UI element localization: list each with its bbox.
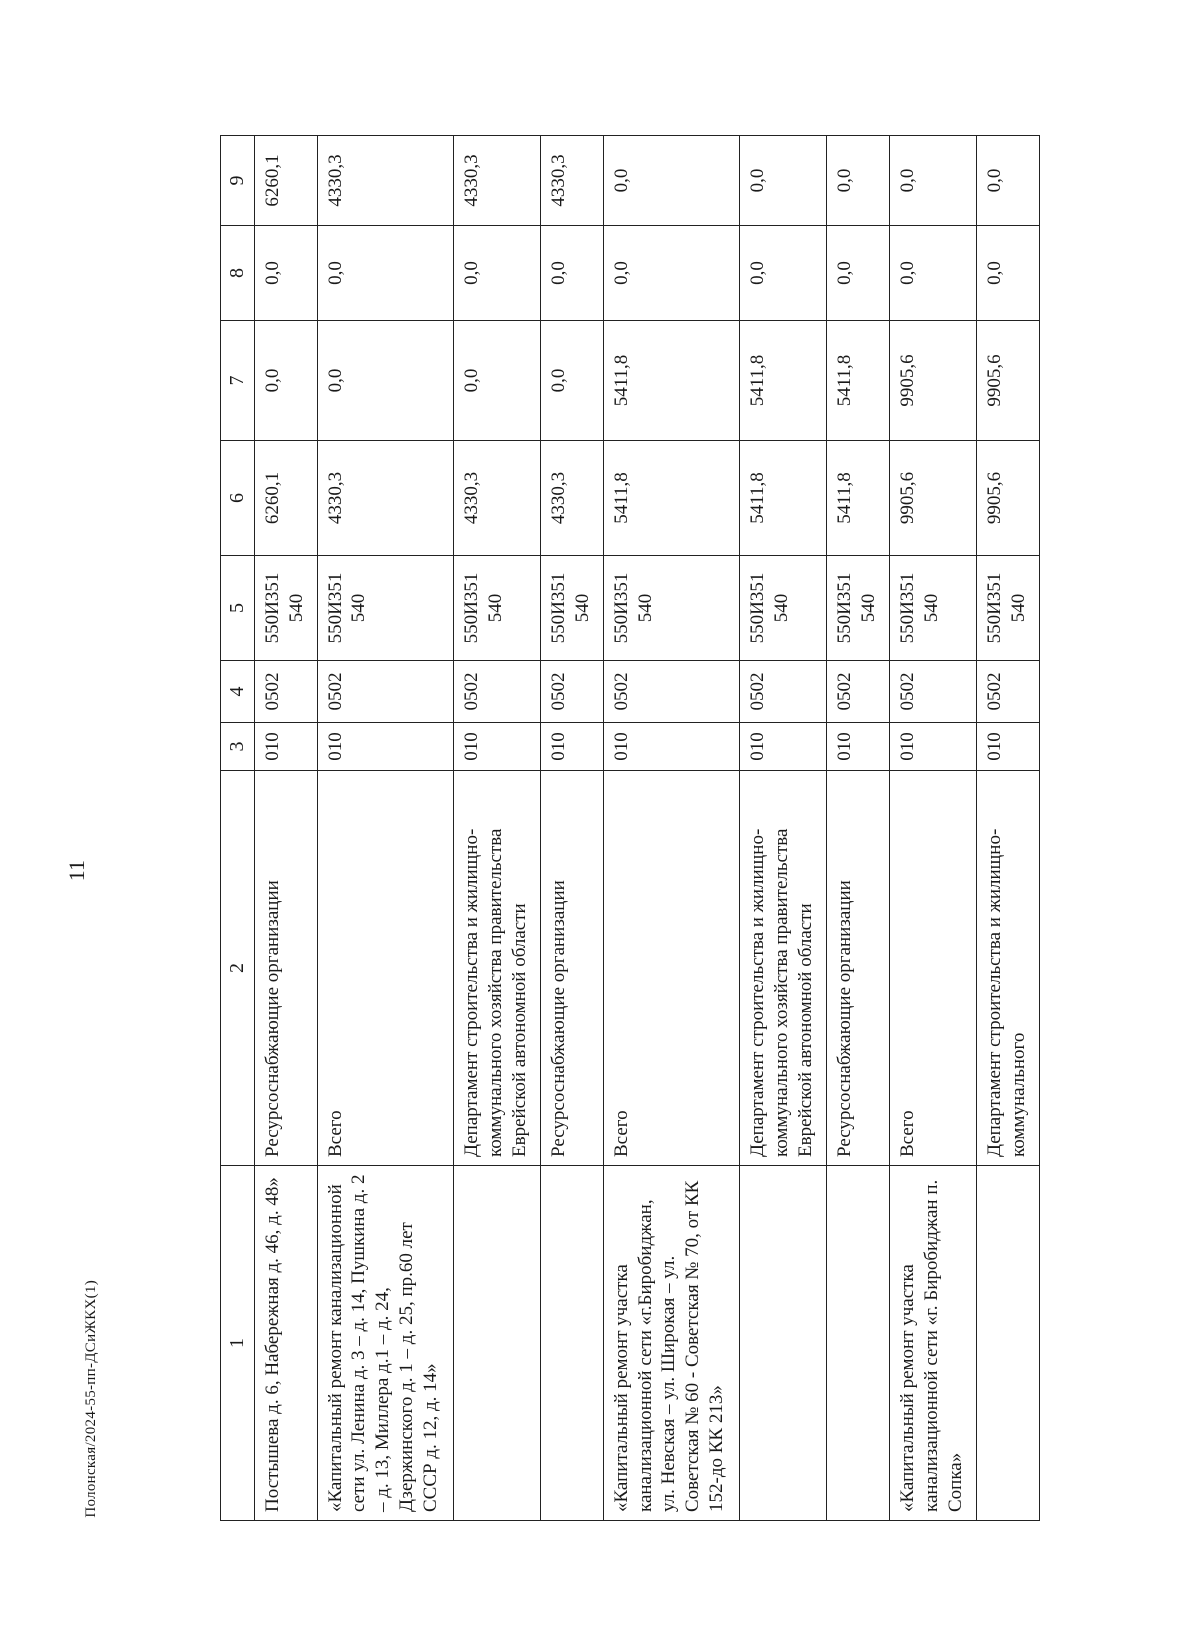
table-row <box>317 136 453 1521</box>
ministry-code-cell: 010 <box>827 723 890 771</box>
ministry-code-cell: 010 <box>454 723 541 771</box>
object-name-cell <box>541 1166 604 1521</box>
target-article-cell: 550И351 540 <box>603 556 739 661</box>
target-article-cell: 550И351 540 <box>454 556 541 661</box>
ministry-code-cell: 010 <box>603 723 739 771</box>
recipient-cell: Всего <box>317 771 453 1166</box>
total-amount-cell: 5411,8 <box>827 441 890 556</box>
header-cell: 4 <box>221 661 255 723</box>
year-1-amount-cell: 0,0 <box>317 321 453 441</box>
header-cell: 7 <box>221 321 255 441</box>
object-name-cell: «Капитальный ремонт канализационной сети ул. Ленина д. 3 – д. 14, Пушкина д. 2 – д. 13, Миллера д.1 – д. 24, Дзержинского д. 1 – д. 25, пр.60 лет СССР д. 12, д. 14» <box>317 1166 453 1521</box>
table-row <box>255 136 318 1521</box>
footer-document-code: Полонская/2024-55-пп-ДСиЖКХ(1) <box>83 1280 99 1518</box>
recipient-cell: Ресурсоснабжающие организации <box>541 771 604 1166</box>
year-1-amount-cell: 5411,8 <box>827 321 890 441</box>
section-code-cell: 0502 <box>454 661 541 723</box>
year-1-amount-cell: 9905,6 <box>977 321 1040 441</box>
year-3-amount-cell: 0,0 <box>977 136 1040 226</box>
recipient-cell: Ресурсоснабжающие организации <box>827 771 890 1166</box>
year-2-amount-cell: 0,0 <box>827 226 890 321</box>
recipient-cell: Ресурсоснабжающие организации <box>255 771 318 1166</box>
object-name-cell <box>740 1166 827 1521</box>
object-name-cell <box>827 1166 890 1521</box>
target-article-cell: 550И351 540 <box>317 556 453 661</box>
header-cell: 2 <box>221 771 255 1166</box>
table-row <box>827 136 890 1521</box>
total-amount-cell: 9905,6 <box>890 441 977 556</box>
year-3-amount-cell: 4330,3 <box>317 136 453 226</box>
year-3-amount-cell: 6260,1 <box>255 136 318 226</box>
ministry-code-cell: 010 <box>890 723 977 771</box>
total-amount-cell: 9905,6 <box>977 441 1040 556</box>
year-1-amount-cell: 9905,6 <box>890 321 977 441</box>
table-row <box>454 136 541 1521</box>
recipient-cell: Департамент строительства и жилищно-коммунального <box>977 771 1040 1166</box>
year-2-amount-cell: 0,0 <box>890 226 977 321</box>
section-code-cell: 0502 <box>977 661 1040 723</box>
budget-table-container <box>220 135 1040 1520</box>
total-amount-cell: 5411,8 <box>740 441 827 556</box>
target-article-cell: 550И351 540 <box>977 556 1040 661</box>
header-cell: 9 <box>221 136 255 226</box>
header-cell: 5 <box>221 556 255 661</box>
section-code-cell: 0502 <box>740 661 827 723</box>
target-article-cell: 550И351 540 <box>890 556 977 661</box>
table-row <box>740 136 827 1521</box>
year-2-amount-cell: 0,0 <box>317 226 453 321</box>
year-3-amount-cell: 4330,3 <box>454 136 541 226</box>
ministry-code-cell: 010 <box>541 723 604 771</box>
page-number: 11 <box>64 860 89 882</box>
year-2-amount-cell: 0,0 <box>454 226 541 321</box>
object-name-cell: «Капитальный ремонт участка канализационной сети «г.Биробиджан, ул. Невская – ул. Широкая – ул. Советская № 60 - Советская № 70, от КК 152-до КК 213» <box>603 1166 739 1521</box>
total-amount-cell: 4330,3 <box>454 441 541 556</box>
target-article-cell: 550И351 540 <box>740 556 827 661</box>
recipient-cell: Всего <box>603 771 739 1166</box>
ministry-code-cell: 010 <box>977 723 1040 771</box>
section-code-cell: 0502 <box>541 661 604 723</box>
year-2-amount-cell: 0,0 <box>541 226 604 321</box>
table-header-row <box>221 136 255 1521</box>
budget-table <box>220 135 1040 1521</box>
object-name-cell: Постышева д. 6, Набережная д. 46, д. 48» <box>255 1166 318 1521</box>
year-3-amount-cell: 4330,3 <box>541 136 604 226</box>
year-3-amount-cell: 0,0 <box>740 136 827 226</box>
year-3-amount-cell: 0,0 <box>603 136 739 226</box>
recipient-cell: Департамент строительства и жилищно-коммунального хозяйства правительства Еврейской автономной области <box>740 771 827 1166</box>
total-amount-cell: 6260,1 <box>255 441 318 556</box>
object-name-cell <box>977 1166 1040 1521</box>
year-2-amount-cell: 0,0 <box>255 226 318 321</box>
section-code-cell: 0502 <box>317 661 453 723</box>
ministry-code-cell: 010 <box>740 723 827 771</box>
target-article-cell: 550И351 540 <box>827 556 890 661</box>
total-amount-cell: 5411,8 <box>603 441 739 556</box>
year-1-amount-cell: 0,0 <box>454 321 541 441</box>
section-code-cell: 0502 <box>603 661 739 723</box>
object-name-cell: «Капитальный ремонт участка канализационной сети «г. Биробиджан п. Сопка» <box>890 1166 977 1521</box>
ministry-code-cell: 010 <box>255 723 318 771</box>
year-1-amount-cell: 5411,8 <box>740 321 827 441</box>
year-3-amount-cell: 0,0 <box>890 136 977 226</box>
object-name-cell <box>454 1166 541 1521</box>
year-2-amount-cell: 0,0 <box>977 226 1040 321</box>
section-code-cell: 0502 <box>827 661 890 723</box>
year-1-amount-cell: 0,0 <box>255 321 318 441</box>
recipient-cell: Департамент строительства и жилищно-коммунального хозяйства правительства Еврейской автономной области <box>454 771 541 1166</box>
section-code-cell: 0502 <box>890 661 977 723</box>
year-2-amount-cell: 0,0 <box>740 226 827 321</box>
total-amount-cell: 4330,3 <box>541 441 604 556</box>
table-row <box>890 136 977 1521</box>
table-row <box>603 136 739 1521</box>
target-article-cell: 550И351 540 <box>541 556 604 661</box>
target-article-cell: 550И351 540 <box>255 556 318 661</box>
header-cell: 6 <box>221 441 255 556</box>
header-cell: 3 <box>221 723 255 771</box>
year-1-amount-cell: 0,0 <box>541 321 604 441</box>
ministry-code-cell: 010 <box>317 723 453 771</box>
section-code-cell: 0502 <box>255 661 318 723</box>
year-2-amount-cell: 0,0 <box>603 226 739 321</box>
recipient-cell: Всего <box>890 771 977 1166</box>
table-row <box>541 136 604 1521</box>
header-cell: 8 <box>221 226 255 321</box>
year-3-amount-cell: 0,0 <box>827 136 890 226</box>
table-row <box>977 136 1040 1521</box>
total-amount-cell: 4330,3 <box>317 441 453 556</box>
year-1-amount-cell: 5411,8 <box>603 321 739 441</box>
header-cell: 1 <box>221 1166 255 1521</box>
